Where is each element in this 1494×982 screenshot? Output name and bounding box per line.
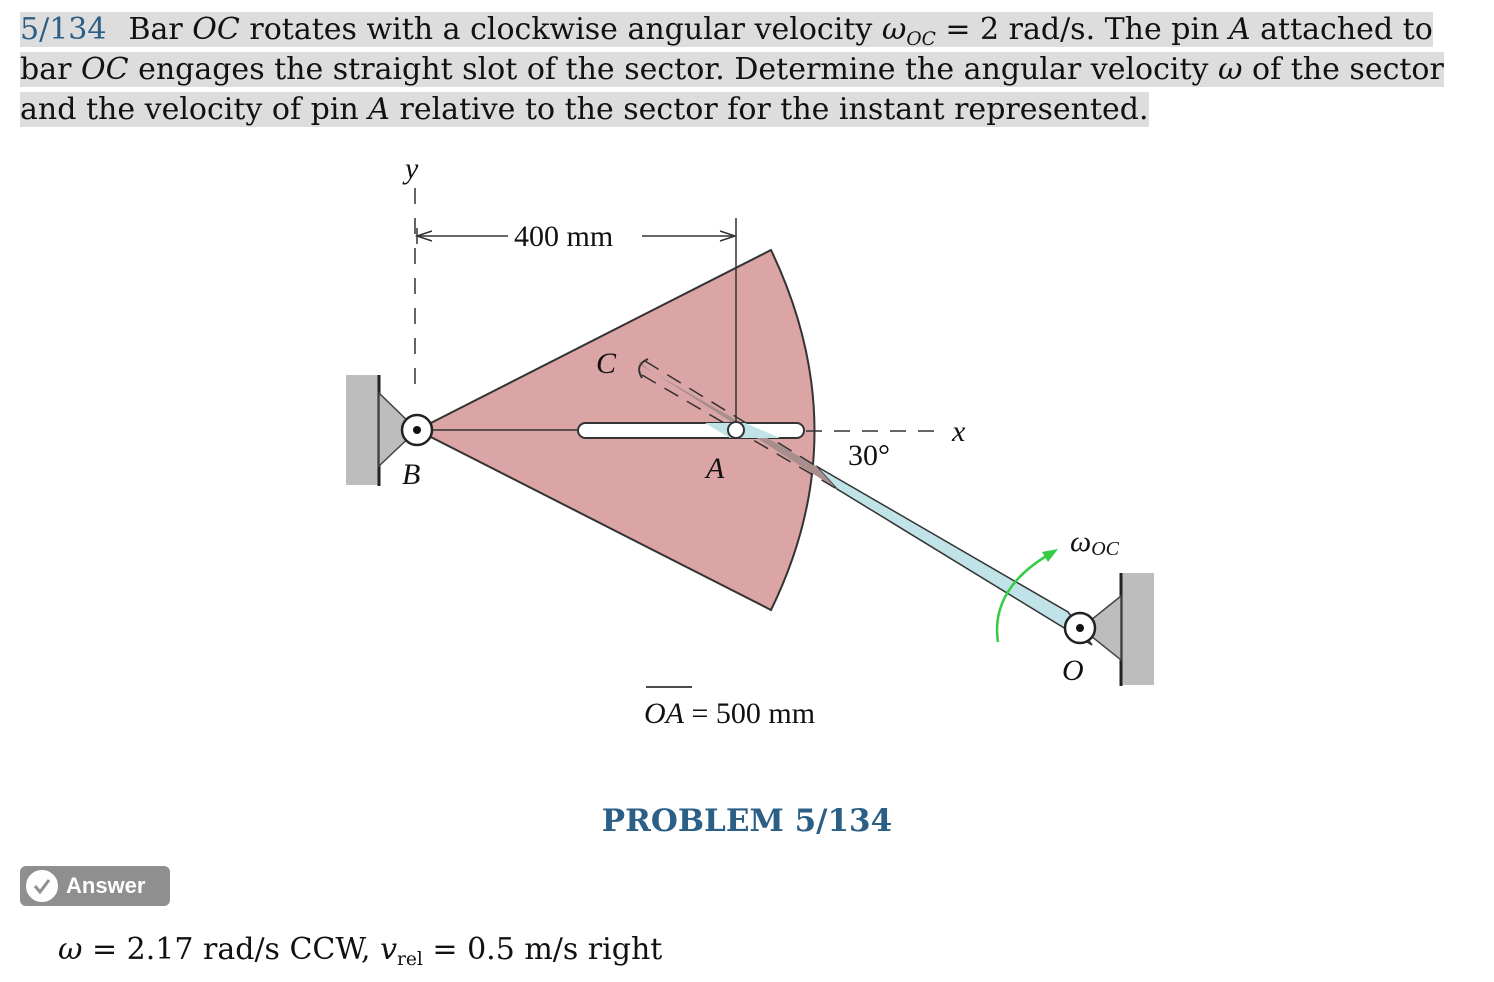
label-x: x bbox=[952, 415, 966, 448]
label-B: B bbox=[402, 458, 421, 491]
check-icon bbox=[24, 868, 60, 904]
answer-button-label: Answer bbox=[66, 873, 146, 898]
oa-length: OA = 500 mm bbox=[644, 697, 816, 730]
support-O-wall bbox=[1122, 573, 1154, 685]
pin-O-center bbox=[1076, 624, 1084, 632]
label-A: A bbox=[706, 452, 725, 485]
pin-B-center bbox=[413, 426, 421, 434]
omega-arrowhead bbox=[1042, 549, 1058, 562]
label-y: y bbox=[405, 152, 419, 185]
problem-number: 5/134 bbox=[20, 12, 107, 47]
pin-A bbox=[728, 422, 744, 438]
omega-label: ωOC bbox=[1070, 525, 1119, 560]
angle-label: 30° bbox=[848, 439, 890, 472]
dimension-400mm: 400 mm bbox=[514, 220, 614, 253]
figure-caption: PROBLEM 5/134 bbox=[601, 803, 893, 839]
answer-text: ω = 2.17 rad/s CCW, $v_{rel} = 0.5$ m/s right bbox=[58, 932, 663, 970]
problem-statement: 5/134 Bar OC rotates with a clockwise angular velocity $\omega_{OC} = 2$ rad/s. The pin A attached to bar OC engages the straight slot of the sector. Determine the angular velocity ω of the sector and the velocity of pin A relative to the sector for the instant represented. bbox=[20, 12, 1444, 127]
answer-button[interactable] bbox=[20, 866, 170, 906]
label-O: O bbox=[1062, 654, 1084, 687]
label-C: C bbox=[596, 347, 617, 380]
support-B-wall bbox=[346, 375, 378, 485]
